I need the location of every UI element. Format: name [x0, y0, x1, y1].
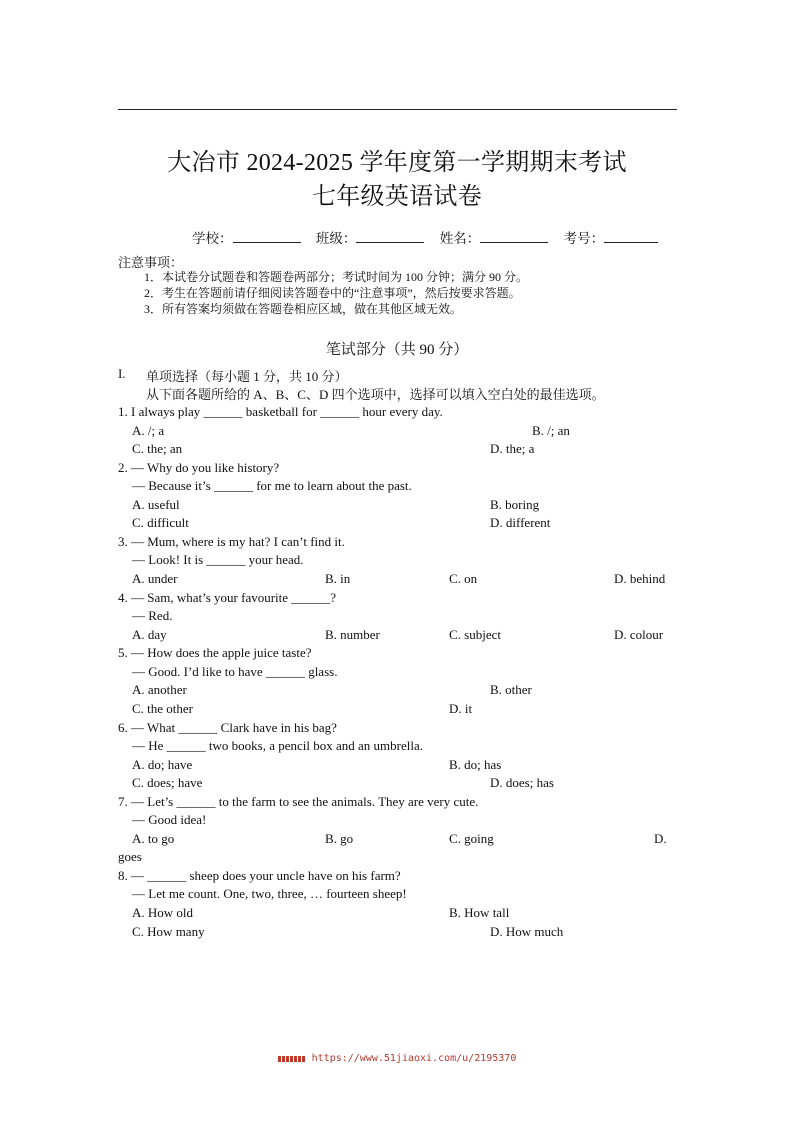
option-c[interactable]: C. difficult — [132, 515, 189, 530]
option-a[interactable]: A. do; have — [132, 757, 193, 772]
option-c[interactable]: C. does; have — [132, 775, 203, 790]
option-d[interactable]: D. different — [490, 515, 551, 530]
option-a[interactable]: A. to go — [132, 831, 175, 846]
number-label: 考号： — [563, 231, 605, 246]
question-stem: 4. — Sam, what’s your favourite ______? — [118, 590, 337, 605]
option-a[interactable]: A. /; a — [132, 423, 165, 438]
exam-title: 大冶市 2024-2025 学年度第一学期期末考试 — [167, 150, 627, 176]
footer-watermark — [0, 1053, 794, 1064]
question-stem: 5. — How does the apple juice taste? — [118, 645, 312, 660]
option-a[interactable]: A. another — [132, 682, 187, 697]
option-b[interactable]: B. go — [325, 831, 354, 846]
question-stem: 6. — What ______ Clark have in his bag? — [118, 720, 337, 735]
option-a[interactable]: A. How old — [132, 905, 194, 920]
student-info-line — [192, 227, 658, 247]
question-response: — Good. I’d like to have ______ glass. — [132, 664, 338, 679]
notes-item: 1．本试卷分试题卷和答题卷两部分；考试时间为 100 分钟；满分 90 分。 — [144, 270, 529, 284]
option-d[interactable]: D. it — [449, 701, 473, 716]
option-b[interactable]: B. do; has — [449, 757, 502, 772]
section-title: 笔试部分（共 90 分） — [325, 342, 469, 358]
notes-heading: 注意事项： — [118, 255, 184, 270]
part-instruction: 从下面各题所给的 A、B、C、D 四个选项中，选择可以填入空白处的最佳选项。 — [146, 387, 605, 402]
option-b[interactable]: B. boring — [490, 497, 540, 512]
option-b[interactable]: B. How tall — [449, 905, 510, 920]
footer-url[interactable]: https://www.51jiaoxi.com/u/2195370 — [311, 1053, 517, 1064]
header-rule — [118, 109, 677, 110]
school-label: 学校： — [192, 231, 233, 246]
name-field[interactable] — [480, 229, 548, 243]
question-response: — Let me count. One, two, three, … fourteen sheep! — [132, 886, 407, 901]
option-a[interactable]: A. under — [132, 571, 178, 586]
notes-item: 2．考生在答题前请仔细阅读答题卷中的“注意事项”，然后按要求答题。 — [144, 286, 521, 300]
option-d[interactable]: D. does; has — [490, 775, 554, 790]
option-d-wrap[interactable]: goes — [118, 849, 142, 864]
school-field[interactable] — [233, 229, 301, 243]
option-d[interactable]: D. — [654, 831, 667, 846]
option-c[interactable]: C. on — [449, 571, 478, 586]
option-b[interactable]: B. in — [325, 571, 351, 586]
class-label: 班级： — [315, 231, 357, 246]
class-field[interactable] — [356, 229, 424, 243]
part-numeral: I. — [118, 366, 126, 381]
option-d[interactable]: D. the; a — [490, 441, 535, 456]
option-b[interactable]: B. /; an — [532, 423, 570, 438]
name-label: 姓名： — [439, 231, 481, 246]
question-response: — Good idea! — [132, 812, 207, 827]
notes-item: 3．所有答案均须做在答题卷相应区域，做在其他区域无效。 — [144, 302, 463, 316]
option-c[interactable]: C. the other — [132, 701, 194, 716]
option-c[interactable]: C. going — [449, 831, 494, 846]
question-stem: 8. — ______ sheep does your uncle have on his farm? — [118, 868, 401, 883]
question-response: — Because it’s ______ for me to learn about the past. — [132, 478, 412, 493]
exam-subtitle: 七年级英语试卷 — [311, 184, 483, 210]
question-stem: 7. — Let’s ______ to the farm to see the animals. They are very cute. — [118, 794, 479, 809]
question-response: — Look! It is ______ your head. — [132, 552, 304, 567]
option-a[interactable]: A. day — [132, 627, 167, 642]
site-logo-icon — [278, 1056, 306, 1062]
option-c[interactable]: C. the; an — [132, 441, 183, 456]
option-c[interactable]: C. subject — [449, 627, 501, 642]
option-b[interactable]: B. number — [325, 627, 380, 642]
option-d[interactable]: D. colour — [614, 627, 664, 642]
question-stem: 3. — Mum, where is my hat? I can’t find it. — [118, 534, 345, 549]
question-stem: 1. I always play ______ basketball for ______ hour every day. — [118, 404, 443, 419]
question-response: — He ______ two books, a pencil box and an umbrella. — [132, 738, 423, 753]
option-d[interactable]: D. behind — [614, 571, 666, 586]
number-field[interactable] — [604, 229, 658, 243]
option-c[interactable]: C. How many — [132, 924, 205, 939]
question-response: — Red. — [132, 608, 173, 623]
part-heading: 单项选择（每小题 1 分，共 10 分） — [146, 369, 348, 384]
option-a[interactable]: A. useful — [132, 497, 180, 512]
option-b[interactable]: B. other — [490, 682, 532, 697]
option-d[interactable]: D. How much — [490, 924, 564, 939]
question-stem: 2. — Why do you like history? — [118, 460, 280, 475]
